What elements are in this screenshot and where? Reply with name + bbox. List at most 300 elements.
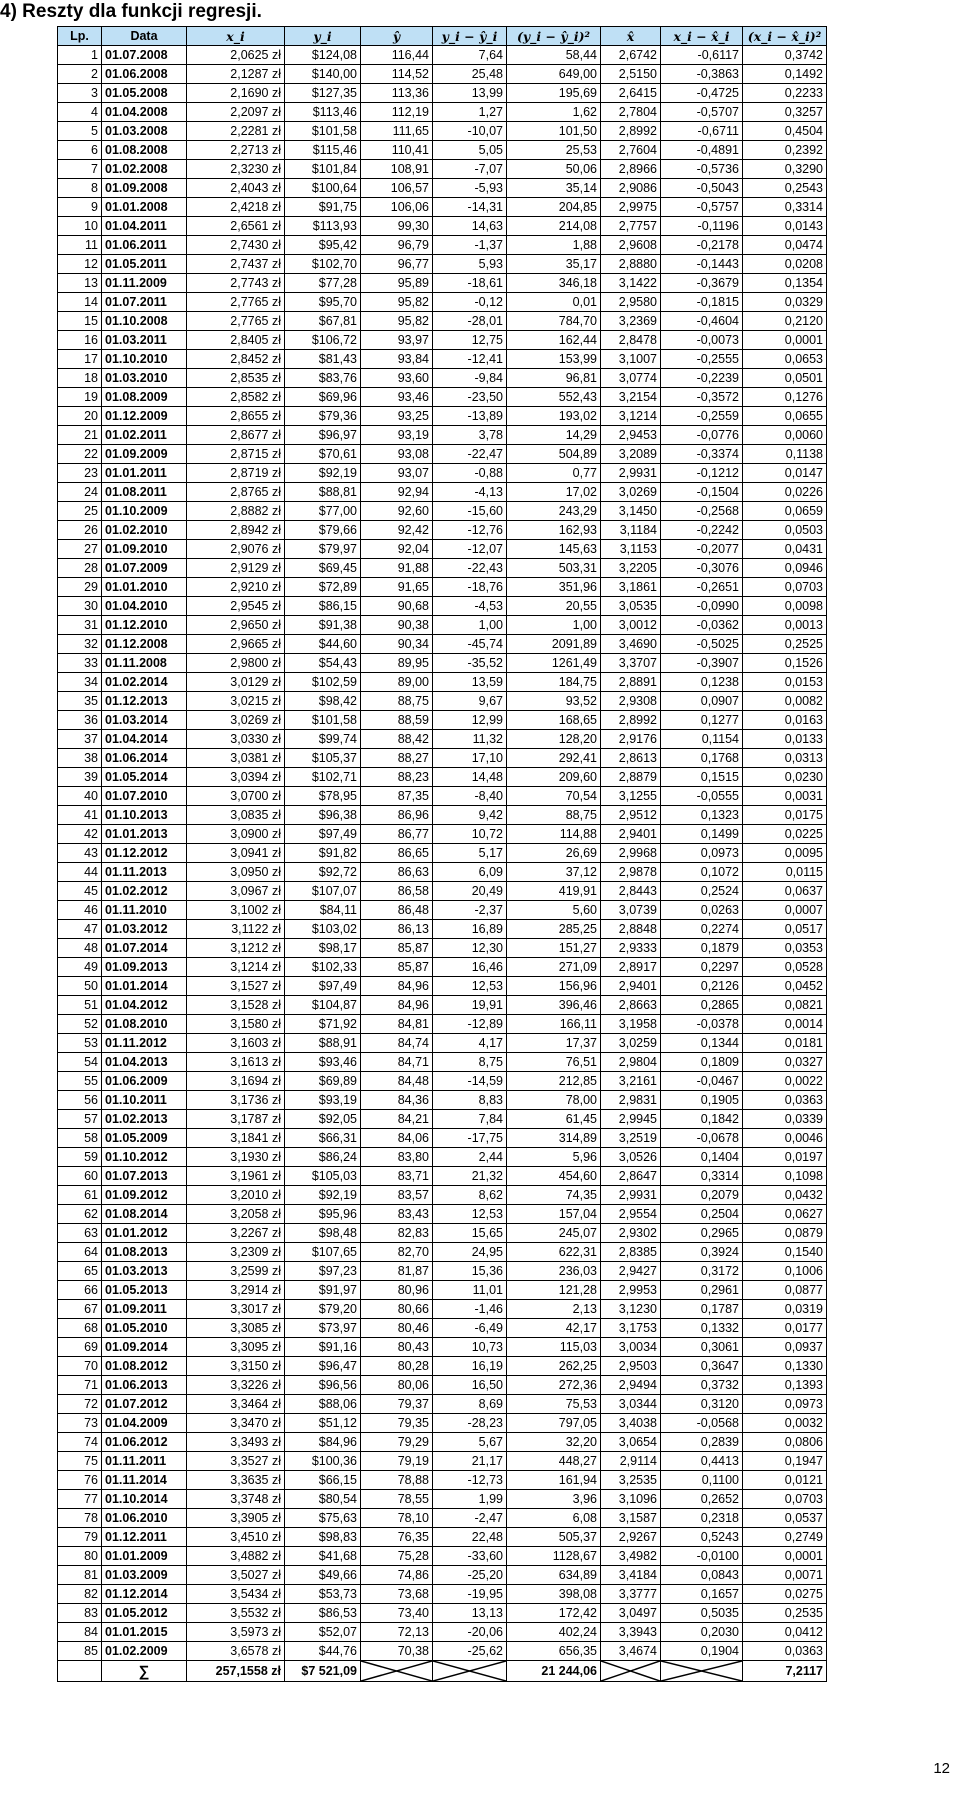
table-cell: 0,2965: [661, 1224, 743, 1243]
table-cell: 0,2749: [743, 1528, 827, 1547]
table-cell: 80: [58, 1547, 102, 1566]
table-cell: 8,62: [433, 1186, 507, 1205]
table-row: [58, 1376, 827, 1395]
x-sum: 257,1558 zł: [187, 1661, 285, 1682]
table-cell: 622,31: [507, 1243, 601, 1262]
table-cell: 20,55: [507, 597, 601, 616]
table-cell: 2,9129 zł: [187, 559, 285, 578]
table-cell: 17: [58, 350, 102, 369]
table-cell: 145,63: [507, 540, 601, 559]
table-cell: 01.09.2011: [102, 1300, 187, 1319]
table-cell: 3,0269: [601, 483, 661, 502]
table-cell: 12,30: [433, 939, 507, 958]
table-cell: 0,0703: [743, 1490, 827, 1509]
table-cell: 0,1904: [661, 1642, 743, 1661]
table-cell: 0,3061: [661, 1338, 743, 1357]
table-cell: 01.08.2008: [102, 141, 187, 160]
table-cell: 2,9804: [601, 1053, 661, 1072]
table-cell: 01.01.2012: [102, 1224, 187, 1243]
table-cell: 108,91: [361, 160, 433, 179]
table-cell: -0,1504: [661, 483, 743, 502]
table-cell: -14,59: [433, 1072, 507, 1091]
table-row: [58, 274, 827, 293]
table-cell: 17,02: [507, 483, 601, 502]
table-row: [58, 1072, 827, 1091]
table-cell: $77,28: [285, 274, 361, 293]
table-cell: -28,23: [433, 1414, 507, 1433]
table-cell: 75: [58, 1452, 102, 1471]
table-cell: $103,02: [285, 920, 361, 939]
table-row: [58, 1034, 827, 1053]
table-cell: $44,60: [285, 635, 361, 654]
table-cell: 72,13: [361, 1623, 433, 1642]
table-row: [58, 901, 827, 920]
table-cell: 36: [58, 711, 102, 730]
table-cell: 01.12.2013: [102, 692, 187, 711]
table-cell: 01.11.2013: [102, 863, 187, 882]
table-cell: $98,17: [285, 939, 361, 958]
table-cell: 13: [58, 274, 102, 293]
table-cell: 2,3230 zł: [187, 160, 285, 179]
table-cell: 12,99: [433, 711, 507, 730]
table-cell: -33,60: [433, 1547, 507, 1566]
table-row: [58, 597, 827, 616]
table-cell: 209,60: [507, 768, 601, 787]
table-cell: 2,8663: [601, 996, 661, 1015]
table-cell: 15: [58, 312, 102, 331]
table-cell: 3,0941 zł: [187, 844, 285, 863]
table-cell: 3,3464 zł: [187, 1395, 285, 1414]
table-cell: 0,0147: [743, 464, 827, 483]
table-cell: 0,0197: [743, 1148, 827, 1167]
table-cell: 93,46: [361, 388, 433, 407]
table-cell: 3,5434 zł: [187, 1585, 285, 1604]
table-cell: 3,0654: [601, 1433, 661, 1452]
table-cell: 3,2154: [601, 388, 661, 407]
table-cell: 3,2914 zł: [187, 1281, 285, 1300]
table-cell: 3,5027 zł: [187, 1566, 285, 1585]
table-cell: 41: [58, 806, 102, 825]
table-cell: 2,8582 zł: [187, 388, 285, 407]
table-cell: 1: [58, 46, 102, 65]
table-cell: 151,27: [507, 939, 601, 958]
table-cell: 3,1587: [601, 1509, 661, 1528]
table-cell: 0,3290: [743, 160, 827, 179]
table-cell: 37,12: [507, 863, 601, 882]
table-cell: 0,0319: [743, 1300, 827, 1319]
table-cell: 14,29: [507, 426, 601, 445]
column-header: Lp.: [58, 27, 102, 46]
table-cell: 2,8992: [601, 711, 661, 730]
table-cell: 2,7804: [601, 103, 661, 122]
column-header: y_i − ŷ_i: [433, 27, 507, 46]
table-cell: 0,01: [507, 293, 601, 312]
table-cell: $91,82: [285, 844, 361, 863]
table-row: [58, 863, 827, 882]
table-row: [58, 1319, 827, 1338]
table-cell: 0,1098: [743, 1167, 827, 1186]
table-cell: 01.01.2009: [102, 1547, 187, 1566]
table-row: [58, 787, 827, 806]
table-cell: 3,1212 zł: [187, 939, 285, 958]
table-cell: -2,37: [433, 901, 507, 920]
table-cell: -0,0568: [661, 1414, 743, 1433]
table-row: [58, 825, 827, 844]
table-cell: 0,2865: [661, 996, 743, 1015]
table-cell: 0,1276: [743, 388, 827, 407]
table-row: [58, 84, 827, 103]
table-cell: 13,59: [433, 673, 507, 692]
table-cell: 0,0452: [743, 977, 827, 996]
table-cell: 01.10.2008: [102, 312, 187, 331]
table-cell: 0,2961: [661, 1281, 743, 1300]
table-cell: 01.03.2009: [102, 1566, 187, 1585]
table-cell: 01.01.2010: [102, 578, 187, 597]
table-cell: 0,1404: [661, 1148, 743, 1167]
table-cell: 3,4038: [601, 1414, 661, 1433]
table-cell: 70,54: [507, 787, 601, 806]
table-cell: -0,2651: [661, 578, 743, 597]
table-cell: 75,53: [507, 1395, 601, 1414]
table-cell: 93,08: [361, 445, 433, 464]
table-cell: 2,9968: [601, 844, 661, 863]
table-row: [58, 1243, 827, 1262]
table-cell: 76: [58, 1471, 102, 1490]
column-header: x_i − x̂_i: [661, 27, 743, 46]
table-cell: -0,4725: [661, 84, 743, 103]
table-cell: 351,96: [507, 578, 601, 597]
table-cell: 3,2205: [601, 559, 661, 578]
table-cell: 2,4043 zł: [187, 179, 285, 198]
table-cell: 01.05.2010: [102, 1319, 187, 1338]
table-cell: 5,17: [433, 844, 507, 863]
table-cell: -18,76: [433, 578, 507, 597]
table-cell: $95,96: [285, 1205, 361, 1224]
table-cell: 5,60: [507, 901, 601, 920]
table-cell: 0,3924: [661, 1243, 743, 1262]
table-row: [58, 1205, 827, 1224]
table-cell: 67: [58, 1300, 102, 1319]
table-cell: 13,13: [433, 1604, 507, 1623]
table-cell: 3,6578 zł: [187, 1642, 285, 1661]
table-cell: 01.08.2014: [102, 1205, 187, 1224]
table-cell: 0,1879: [661, 939, 743, 958]
table-cell: 49: [58, 958, 102, 977]
table-cell: 01.11.2009: [102, 274, 187, 293]
table-cell: 0,0163: [743, 711, 827, 730]
table-cell: -19,95: [433, 1585, 507, 1604]
table-row: [58, 1528, 827, 1547]
table-cell: -45,74: [433, 635, 507, 654]
table-cell: 0,0537: [743, 1509, 827, 1528]
table-cell: 2,9427: [601, 1262, 661, 1281]
table-cell: 784,70: [507, 312, 601, 331]
table-row: [58, 1395, 827, 1414]
table-cell: 0,3120: [661, 1395, 743, 1414]
table-cell: 16: [58, 331, 102, 350]
table-row: [58, 1300, 827, 1319]
table-cell: $69,96: [285, 388, 361, 407]
table-cell: 3,1007: [601, 350, 661, 369]
crossed-cell: [601, 1661, 661, 1682]
table-cell: -0,3907: [661, 654, 743, 673]
table-cell: 26: [58, 521, 102, 540]
table-cell: 01.03.2014: [102, 711, 187, 730]
table-cell: 5,05: [433, 141, 507, 160]
table-row: [58, 1186, 827, 1205]
table-cell: 0,0363: [743, 1642, 827, 1661]
table-row: [58, 1338, 827, 1357]
table-cell: 3,96: [507, 1490, 601, 1509]
table-cell: 2,6742: [601, 46, 661, 65]
table-cell: 30: [58, 597, 102, 616]
table-cell: 01.09.2010: [102, 540, 187, 559]
table-cell: 3,0215 zł: [187, 692, 285, 711]
table-cell: 21,32: [433, 1167, 507, 1186]
table-cell: 0,0821: [743, 996, 827, 1015]
table-cell: 01.11.2014: [102, 1471, 187, 1490]
table-cell: 3,3905 zł: [187, 1509, 285, 1528]
table-cell: 01.05.2014: [102, 768, 187, 787]
table-cell: 2,2097 zł: [187, 103, 285, 122]
table-cell: 01.10.2013: [102, 806, 187, 825]
table-cell: 3,4674: [601, 1642, 661, 1661]
table-cell: 1,99: [433, 1490, 507, 1509]
table-cell: -9,84: [433, 369, 507, 388]
table-cell: -0,0678: [661, 1129, 743, 1148]
table-cell: 86,58: [361, 882, 433, 901]
table-cell: 56: [58, 1091, 102, 1110]
table-cell: 78,00: [507, 1091, 601, 1110]
table-cell: -0,2568: [661, 502, 743, 521]
table-cell: 3,0269 zł: [187, 711, 285, 730]
table-cell: 9,42: [433, 806, 507, 825]
table-cell: 90,38: [361, 616, 433, 635]
table-row: [58, 635, 827, 654]
table-cell: 19,91: [433, 996, 507, 1015]
table-cell: -0,2239: [661, 369, 743, 388]
table-cell: 2,9580: [601, 293, 661, 312]
column-header: y_i: [285, 27, 361, 46]
table-row: [58, 464, 827, 483]
table-cell: 2,9176: [601, 730, 661, 749]
table-row: [58, 920, 827, 939]
table-cell: 01.07.2008: [102, 46, 187, 65]
table-cell: 93,25: [361, 407, 433, 426]
table-cell: -0,5043: [661, 179, 743, 198]
table-cell: 3,0497: [601, 1604, 661, 1623]
table-cell: 2,9953: [601, 1281, 661, 1300]
table-row: [58, 521, 827, 540]
table-cell: -0,0362: [661, 616, 743, 635]
table-cell: $83,76: [285, 369, 361, 388]
table-cell: 114,88: [507, 825, 601, 844]
table-cell: $49,66: [285, 1566, 361, 1585]
table-cell: 01.06.2011: [102, 236, 187, 255]
table-row: [58, 844, 827, 863]
table-cell: 75,28: [361, 1547, 433, 1566]
table-cell: 17,37: [507, 1034, 601, 1053]
table-cell: 398,08: [507, 1585, 601, 1604]
table-cell: $93,19: [285, 1091, 361, 1110]
table-cell: 01.03.2013: [102, 1262, 187, 1281]
table-cell: -0,6117: [661, 46, 743, 65]
table-cell: 3,0394 zł: [187, 768, 285, 787]
crossed-cell: [661, 1661, 743, 1682]
column-header: ŷ: [361, 27, 433, 46]
table-cell: 5,96: [507, 1148, 601, 1167]
table-cell: 18: [58, 369, 102, 388]
table-cell: 0,4504: [743, 122, 827, 141]
table-cell: 01.05.2011: [102, 255, 187, 274]
table-row: [58, 882, 827, 901]
table-cell: 88,23: [361, 768, 433, 787]
table-cell: 73,68: [361, 1585, 433, 1604]
table-cell: 2,8443: [601, 882, 661, 901]
table-cell: 16,19: [433, 1357, 507, 1376]
table-cell: 15,36: [433, 1262, 507, 1281]
table-cell: 2,9453: [601, 426, 661, 445]
table-cell: 0,0121: [743, 1471, 827, 1490]
table-cell: 2,0625 zł: [187, 46, 285, 65]
table-cell: 95,89: [361, 274, 433, 293]
table-cell: -0,0100: [661, 1547, 743, 1566]
table-cell: 3,1527 zł: [187, 977, 285, 996]
table-cell: 21,17: [433, 1452, 507, 1471]
table-cell: 61,45: [507, 1110, 601, 1129]
table-cell: 2,8891: [601, 673, 661, 692]
table-cell: 2,9800 zł: [187, 654, 285, 673]
table-cell: 93,19: [361, 426, 433, 445]
table-cell: $93,46: [285, 1053, 361, 1072]
table-cell: 3,3707: [601, 654, 661, 673]
table-cell: 0,0082: [743, 692, 827, 711]
table-cell: 01.03.2008: [102, 122, 187, 141]
table-row: [58, 996, 827, 1015]
table-cell: 01.06.2008: [102, 65, 187, 84]
table-cell: 8,83: [433, 1091, 507, 1110]
table-cell: 0,0655: [743, 407, 827, 426]
table-cell: 78,10: [361, 1509, 433, 1528]
table-cell: 2,8882 zł: [187, 502, 285, 521]
table-cell: 262,25: [507, 1357, 601, 1376]
table-cell: 0,0329: [743, 293, 827, 312]
table-row: [58, 293, 827, 312]
table-row: [58, 502, 827, 521]
table-cell: -0,5025: [661, 635, 743, 654]
table-cell: 43: [58, 844, 102, 863]
table-cell: 01.07.2014: [102, 939, 187, 958]
table-cell: 0,0474: [743, 236, 827, 255]
table-row: [58, 483, 827, 502]
table-cell: $73,97: [285, 1319, 361, 1338]
table-cell: 83,80: [361, 1148, 433, 1167]
table-cell: 504,89: [507, 445, 601, 464]
table-cell: 01.03.2011: [102, 331, 187, 350]
table-cell: -4,13: [433, 483, 507, 502]
table-cell: 0,1842: [661, 1110, 743, 1129]
table-cell: 0,2274: [661, 920, 743, 939]
table-cell: 01.04.2010: [102, 597, 187, 616]
table-cell: 84,36: [361, 1091, 433, 1110]
table-cell: $92,72: [285, 863, 361, 882]
table-cell: 162,44: [507, 331, 601, 350]
table-cell: 114,52: [361, 65, 433, 84]
table-cell: 88,75: [507, 806, 601, 825]
table-cell: 64: [58, 1243, 102, 1262]
table-cell: 83,57: [361, 1186, 433, 1205]
table-row: [58, 388, 827, 407]
table-cell: -12,41: [433, 350, 507, 369]
table-cell: 90,34: [361, 635, 433, 654]
table-cell: 0,0071: [743, 1566, 827, 1585]
table-cell: 92,42: [361, 521, 433, 540]
table-cell: 24,95: [433, 1243, 507, 1262]
table-row: [58, 1110, 827, 1129]
column-header: (x_i − x̂_i)²: [743, 27, 827, 46]
table-cell: 16,46: [433, 958, 507, 977]
table-cell: 156,96: [507, 977, 601, 996]
table-cell: 86,63: [361, 863, 433, 882]
table-cell: $107,65: [285, 1243, 361, 1262]
table-cell: 2,8613: [601, 749, 661, 768]
table-cell: 2,9308: [601, 692, 661, 711]
table-cell: $102,71: [285, 768, 361, 787]
table-row: [58, 559, 827, 578]
table-cell: 4,17: [433, 1034, 507, 1053]
table-cell: -15,60: [433, 502, 507, 521]
table-cell: 35,14: [507, 179, 601, 198]
table-cell: 80,06: [361, 1376, 433, 1395]
table-cell: -7,07: [433, 160, 507, 179]
table-cell: 79,37: [361, 1395, 433, 1414]
table-cell: $102,70: [285, 255, 361, 274]
table-cell: -0,3076: [661, 559, 743, 578]
table-cell: -0,12: [433, 293, 507, 312]
table-cell: 0,3742: [743, 46, 827, 65]
table-cell: -5,93: [433, 179, 507, 198]
table-cell: 2,8655 zł: [187, 407, 285, 426]
table-cell: -12,07: [433, 540, 507, 559]
table-cell: 0,1354: [743, 274, 827, 293]
table-cell: 29: [58, 578, 102, 597]
table-cell: $96,97: [285, 426, 361, 445]
table-cell: 5,67: [433, 1433, 507, 1452]
table-cell: 634,89: [507, 1566, 601, 1585]
table-cell: 1,00: [507, 616, 601, 635]
table-cell: 2,9650 zł: [187, 616, 285, 635]
table-cell: -0,0990: [661, 597, 743, 616]
table-cell: 0,1526: [743, 654, 827, 673]
table-cell: 0,0001: [743, 331, 827, 350]
table-row: [58, 749, 827, 768]
table-cell: 3,3493 zł: [187, 1433, 285, 1452]
table-cell: -0,1196: [661, 217, 743, 236]
table-cell: 01.06.2010: [102, 1509, 187, 1528]
table-cell: $69,45: [285, 559, 361, 578]
table-cell: -0,6711: [661, 122, 743, 141]
table-cell: 3,2089: [601, 445, 661, 464]
table-cell: 112,19: [361, 103, 433, 122]
table-cell: -1,46: [433, 1300, 507, 1319]
table-cell: 0,0653: [743, 350, 827, 369]
table-cell: 16,50: [433, 1376, 507, 1395]
table-cell: 2,8647: [601, 1167, 661, 1186]
table-cell: 128,20: [507, 730, 601, 749]
table-cell: 3,0535: [601, 597, 661, 616]
table-cell: $106,72: [285, 331, 361, 350]
table-cell: 95,82: [361, 312, 433, 331]
